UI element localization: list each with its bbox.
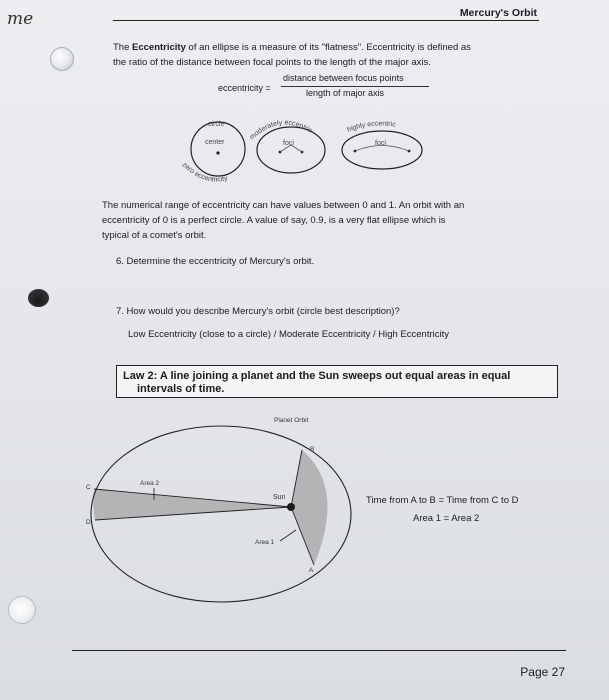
law2-line2: intervals of time. xyxy=(137,383,225,395)
question-6: 6. Determine the eccentricity of Mercury's orbit. xyxy=(116,256,315,267)
circle-label: circle xyxy=(208,121,225,128)
high-path-text: highly eccentric xyxy=(346,120,397,134)
intro-lead: The xyxy=(113,42,133,53)
binder-hole-bottom xyxy=(8,596,36,624)
handle-text: me xyxy=(7,9,34,29)
sun-label: Sun xyxy=(273,494,286,501)
law2-prefix: Law 2: xyxy=(123,370,158,382)
area-equality-text: Area 1 = Area 2 xyxy=(413,513,480,524)
question-7: 7. How would you describe Mercury's orbit (circle best description)? xyxy=(116,306,400,317)
intro-line-1 xyxy=(113,40,471,55)
center-label: center xyxy=(205,139,225,146)
circle-center-dot xyxy=(216,151,219,154)
binder-hole-middle xyxy=(28,289,49,307)
range-line-1: The numerical range of eccentricity can have values between 0 and 1. An orbit with an xyxy=(102,200,465,211)
point-a-label: A xyxy=(309,567,314,574)
law2-line1: A line joining a planet and the Sun sweeps out equal areas in equal xyxy=(157,370,511,382)
formula-label: eccentricity = xyxy=(218,83,271,93)
point-b-label: B xyxy=(310,446,315,453)
area2-label: Area 2 xyxy=(140,480,160,487)
formula-numerator: distance between focus points xyxy=(283,73,404,83)
moderate-foci-label: foci xyxy=(283,140,294,147)
zero-path-text: zero eccentricity xyxy=(180,161,229,184)
law2-text xyxy=(123,370,510,396)
high-foci-label: foci xyxy=(375,140,386,147)
eccentricity-examples-diagram xyxy=(170,110,440,195)
point-c-label: C xyxy=(86,484,91,491)
formula-denominator: length of major axis xyxy=(306,88,385,98)
formula-fraction-bar xyxy=(281,86,429,87)
area1-wedge xyxy=(291,450,327,565)
sun-dot xyxy=(287,503,295,511)
time-equality-text: Time from A to B = Time from C to D xyxy=(366,495,519,506)
moderate-ellipse xyxy=(257,127,325,173)
law2-box xyxy=(116,365,558,398)
point-d-label: D xyxy=(86,519,91,526)
question-7-options: Low Eccentricity (close to a circle) / Moderate Eccentricity / High Eccentricity xyxy=(128,329,449,340)
binder-hole-top xyxy=(50,47,74,71)
moderate-eccentric-label xyxy=(249,119,314,141)
planet-orbit-label: Planet Orbit xyxy=(274,417,309,424)
orbit-diagram xyxy=(84,408,364,618)
intro-term: Eccentricity xyxy=(132,42,186,53)
page-number: Page 27 xyxy=(520,665,565,679)
high-ellipse xyxy=(342,131,422,169)
area1-label: Area 1 xyxy=(255,539,275,546)
page-title: Mercury's Orbit xyxy=(459,7,537,19)
header-rule xyxy=(113,20,539,21)
range-line-2: eccentricity of 0 is a perfect circle. A value of say, 0.9, is a very flat ellipse which is xyxy=(102,215,446,226)
moderate-path-text: moderately eccentric xyxy=(248,119,314,142)
range-line-3: typical of a comet's orbit. xyxy=(102,230,207,241)
footer-rule xyxy=(72,650,566,651)
intro-line-2: the ratio of the distance between focal points to the length of the major axis. xyxy=(113,57,431,68)
circle-ellipse xyxy=(191,122,245,176)
area1-leader xyxy=(280,530,296,541)
intro-line1-rest: of an ellipse is a measure of its "flatness". Eccentricity is defined as xyxy=(185,42,471,53)
